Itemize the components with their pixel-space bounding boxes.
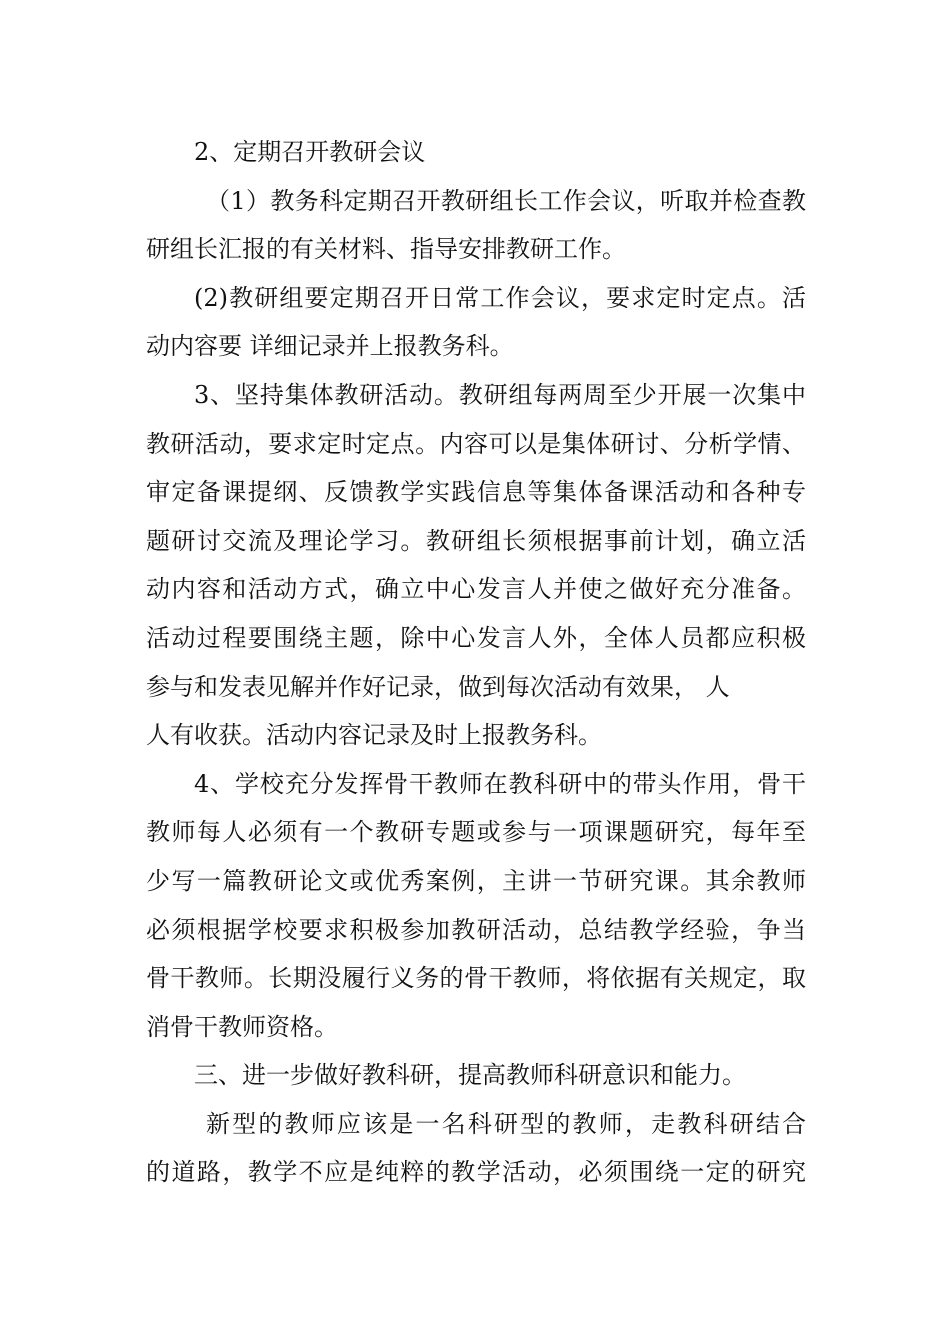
paragraph-line: 题研讨交流及理论学习。教研组长须根据事前计划，确立活 xyxy=(146,526,806,555)
paragraph-line: 动内容要 详细记录并上报教务科。 xyxy=(146,332,514,361)
paragraph-line: 教师每人必须有一个教研专题或参与一项课题研究，每年至 xyxy=(146,818,806,847)
paragraph-line: 的道路，教学不应是纯粹的教学活动，必须围绕一定的研究 xyxy=(146,1158,806,1187)
paragraph-line: 少写一篇教研论文或优秀案例，主讲一节研究课。其余教师 xyxy=(146,866,806,895)
document-body xyxy=(146,128,806,1197)
paragraph-line: (2)教研组要定期召开日常工作会议，要求定时定点。活 xyxy=(194,283,806,312)
paragraph-line: 消骨干教师资格。 xyxy=(146,1012,338,1041)
paragraph-line: 新型的教师应该是一名科研型的教师，走教科研结合 xyxy=(206,1109,806,1138)
paragraph-line: 骨干教师。长期没履行义务的骨干教师，将依据有关规定，取 xyxy=(146,964,806,993)
paragraph-line: 人有收获。活动内容记录及时上报教务科。 xyxy=(146,721,602,750)
paragraph-line: 审定备课提纲、反馈教学实践信息等集体备课活动和各种专 xyxy=(146,478,806,507)
paragraph-line: 动内容和活动方式，确立中心发言人并使之做好充分准备。 xyxy=(146,575,806,604)
heading-2-regular-meetings: 2、定期召开教研会议 xyxy=(194,138,426,166)
paragraph-line: 参与和发表见解并作好记录，做到每次活动有效果， 人 xyxy=(146,672,730,701)
paragraph-line: （1）教务科定期召开教研组长工作会议，听取并检查教 xyxy=(206,186,806,215)
paragraph-line: 必须根据学校要求积极参加教研活动，总结教学经验，争当 xyxy=(146,915,806,944)
heading-3-research: 三、进一步做好教科研，提高教师科研意识和能力。 xyxy=(194,1061,746,1090)
paragraph-line: 教研活动，要求定时定点。内容可以是集体研讨、分析学情、 xyxy=(146,429,806,458)
paragraph-line: 4、学校充分发挥骨干教师在教科研中的带头作用，骨干 xyxy=(194,769,806,798)
paragraph-line: 3、坚持集体教研活动。教研组每两周至少开展一次集中 xyxy=(194,380,806,409)
paragraph-line: 活动过程要围绕主题，除中心发言人外，全体人员都应积极 xyxy=(146,623,806,652)
paragraph-line: 研组长汇报的有关材料、指导安排教研工作。 xyxy=(146,235,626,264)
